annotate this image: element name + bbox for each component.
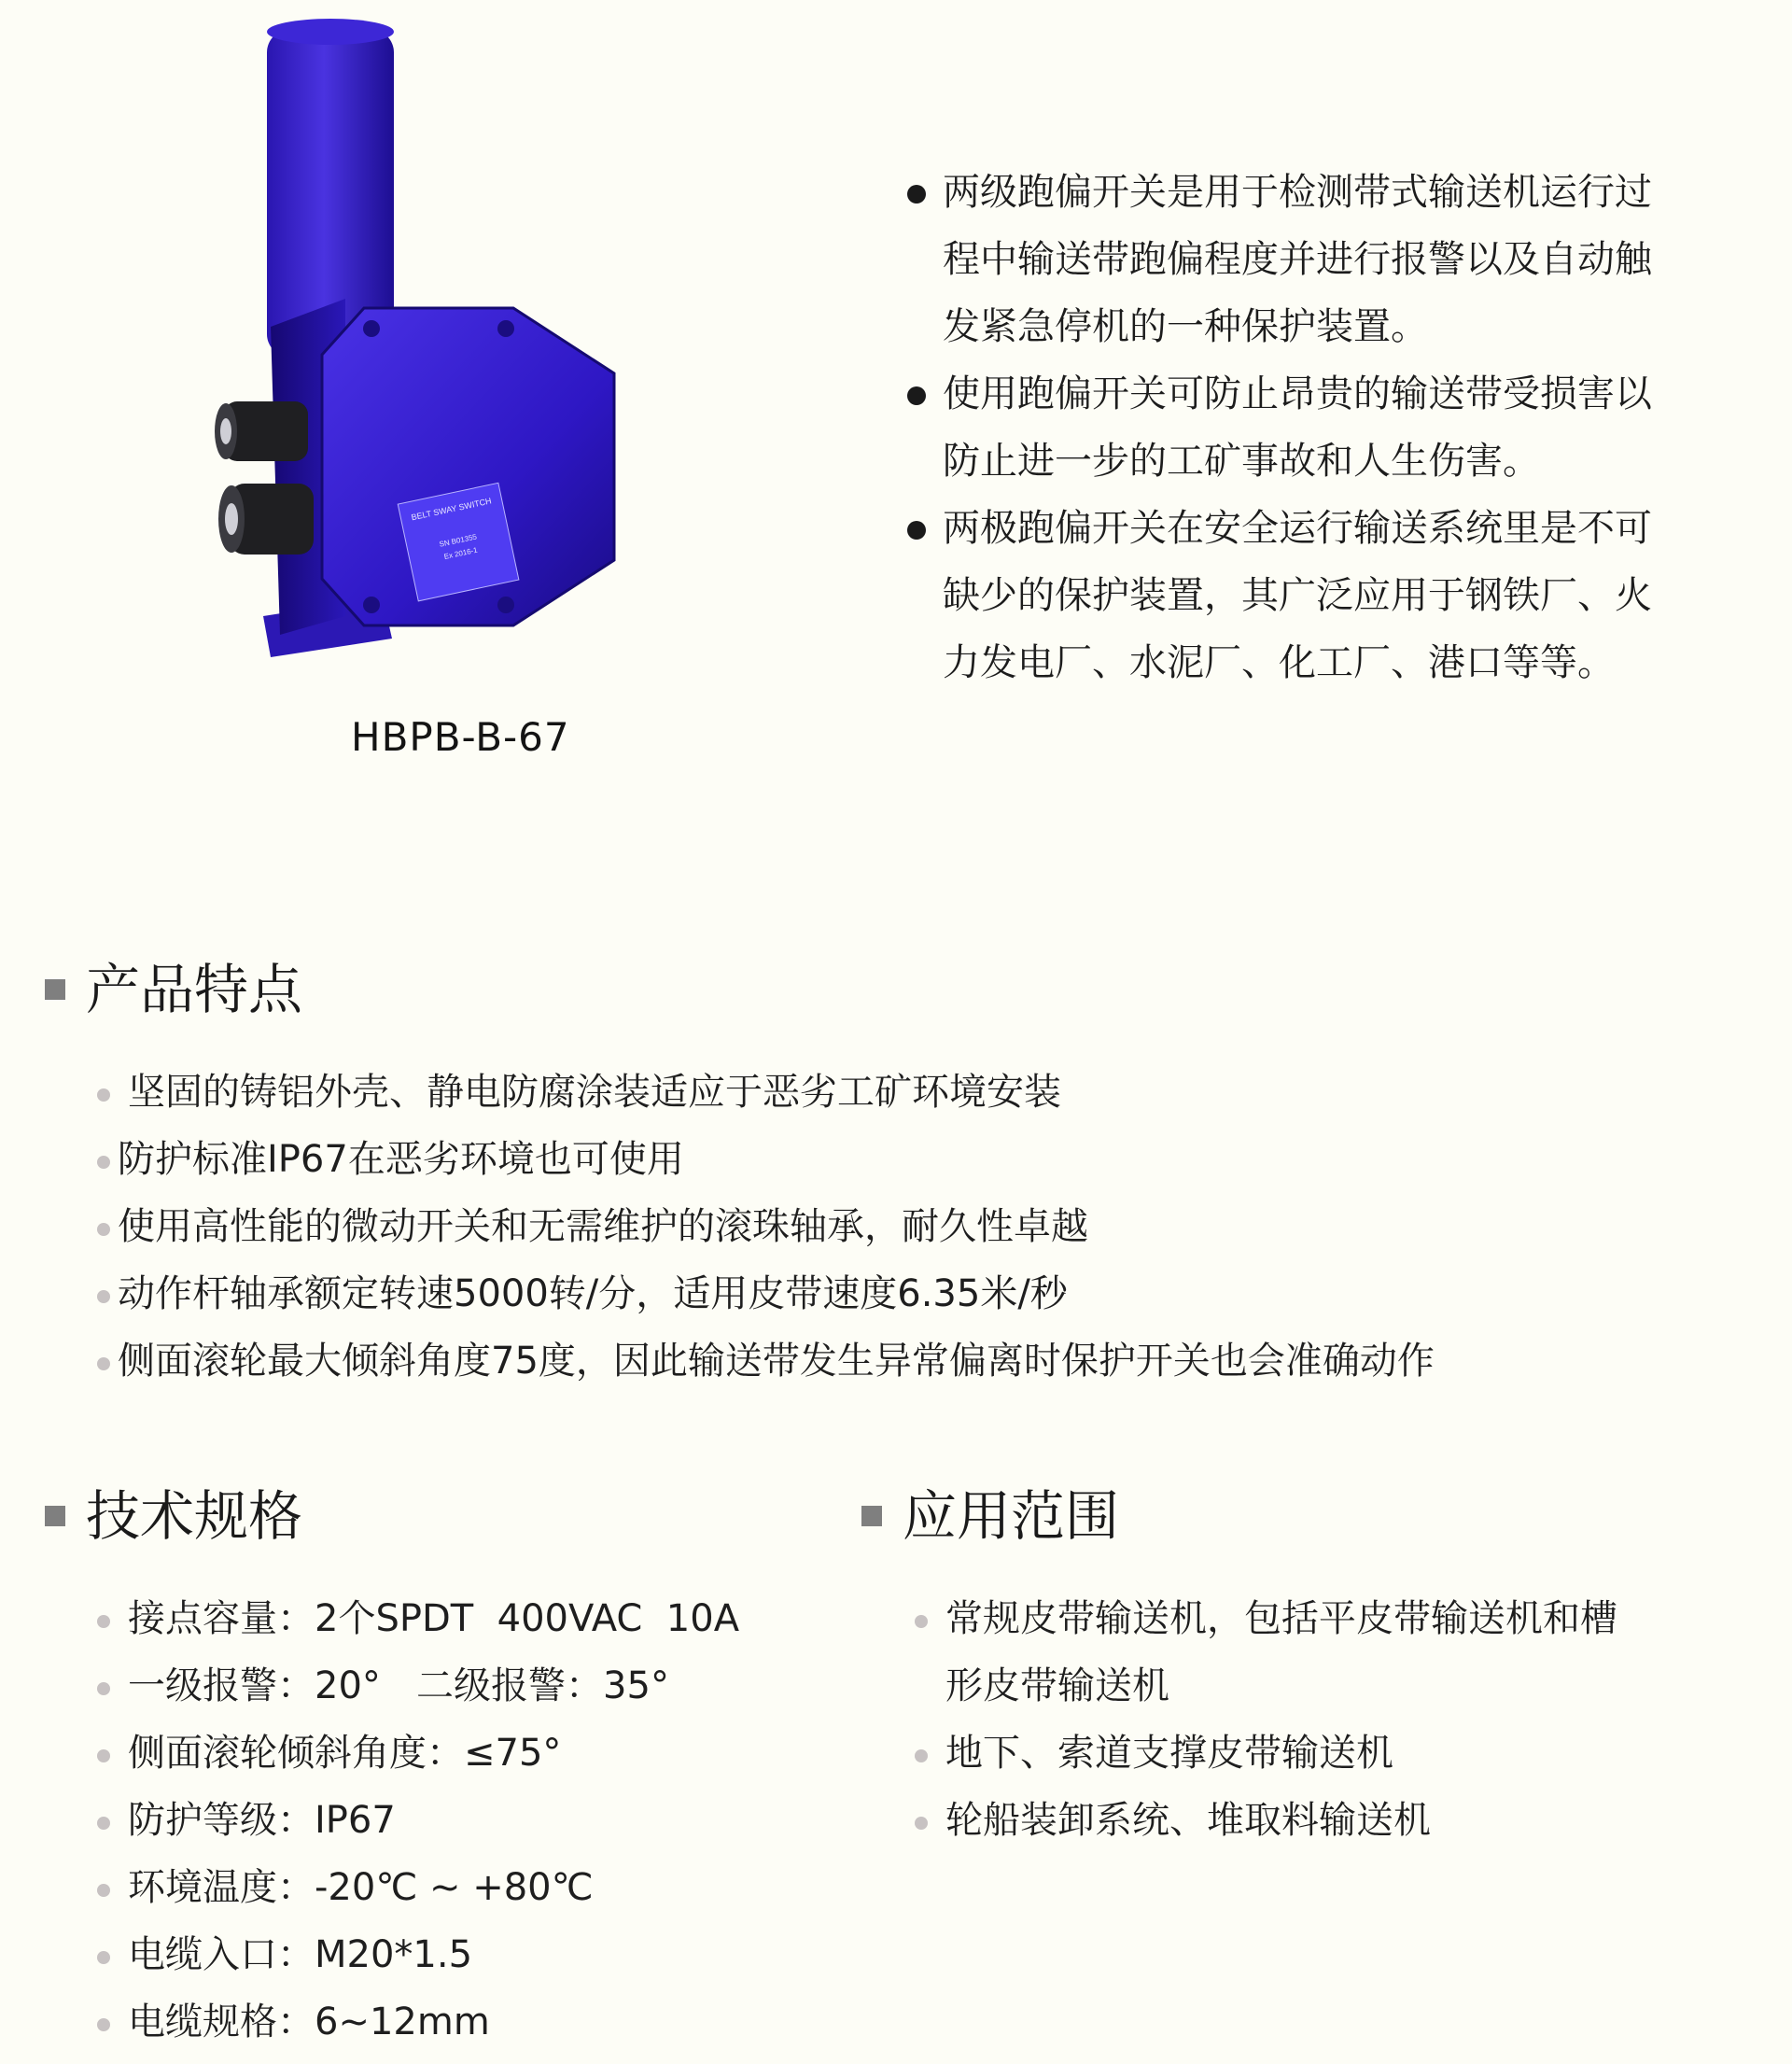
description-line: 缺少的保护装置，其广泛应用于钢铁厂、火 — [943, 574, 1652, 617]
applications-title-text: 应用范围 — [903, 1484, 1120, 1548]
description-line: 两极跑偏开关在安全运行输送系统里是不可 — [943, 507, 1652, 550]
nameplate-line2: SN B01355 — [438, 532, 478, 549]
application-line: 地下、索道支撑皮带输送机 — [945, 1732, 1393, 1775]
features-title-text: 产品特点 — [86, 958, 303, 1021]
application-item — [915, 1720, 1661, 1787]
feature-item: 防护标准IP67在恶劣环境也可使用 — [97, 1126, 1497, 1193]
specs-list — [97, 1585, 806, 2056]
spec-item: 一级报警：20° 二级报警：35° — [97, 1652, 806, 1720]
feature-item: 侧面滚轮最大倾斜角度75度，因此输送带发生异常偏离时保护开关也会准确动作 — [97, 1327, 1497, 1395]
features-list — [97, 1059, 1497, 1395]
specs-title-text: 技术规格 — [86, 1484, 303, 1548]
features-section-title — [45, 956, 302, 1023]
description-item — [907, 360, 1673, 495]
application-item — [915, 1787, 1661, 1854]
spec-item: 电缆规格：6~12mm — [97, 1988, 806, 2056]
description-item — [907, 159, 1673, 360]
feature-item: 使用高性能的微动开关和无需维护的滚珠轴承，耐久性卓越 — [97, 1193, 1497, 1260]
application-line: 形皮带输送机 — [945, 1664, 1169, 1707]
description-item — [907, 495, 1673, 696]
description-line: 力发电厂、水泥厂、化工厂、港口等等。 — [943, 641, 1615, 684]
nameplate-line3: Ex 2016-1 — [442, 545, 479, 561]
spec-item: 防护等级：IP67 — [97, 1787, 806, 1854]
description-line: 程中输送带跑偏程度并进行报警以及自动触 — [943, 238, 1652, 281]
application-line: 常规皮带输送机，包括平皮带输送机和槽 — [945, 1597, 1617, 1640]
nameplate-line1: BELT SWAY SWITCH — [410, 496, 493, 523]
spec-item: 电缆入口：M20*1.5 — [97, 1921, 806, 1988]
applications-list — [915, 1585, 1661, 1854]
specs-section-title — [45, 1482, 302, 1550]
belt-sway-switch-illustration — [205, 19, 635, 672]
product-description — [907, 159, 1673, 696]
application-item — [915, 1585, 1661, 1720]
application-line: 轮船装卸系统、堆取料输送机 — [945, 1799, 1431, 1842]
section-square-icon — [861, 1506, 882, 1526]
spec-item: 侧面滚轮倾斜角度：≤75° — [97, 1720, 806, 1787]
section-square-icon — [45, 1506, 65, 1526]
description-line: 两级跑偏开关是用于检测带式输送机运行过 — [943, 171, 1652, 214]
feature-item: 动作杆轴承额定转速5000转/分，适用皮带速度6.35米/秒 — [97, 1260, 1497, 1327]
nameplate — [398, 483, 519, 601]
section-square-icon — [45, 979, 65, 1000]
description-line: 使用跑偏开关可防止昂贵的输送带受损害以 — [943, 372, 1652, 415]
applications-section-title — [861, 1482, 1119, 1550]
description-line: 发紧急停机的一种保护装置。 — [943, 305, 1428, 348]
spec-item: 接点容量：2个SPDT 400VAC 10A — [97, 1585, 806, 1652]
feature-item: 坚固的铸铝外壳、静电防腐涂装适应于恶劣工矿环境安装 — [97, 1059, 1497, 1126]
description-line: 防止进一步的工矿事故和人生伤害。 — [943, 440, 1540, 483]
spec-item: 环境温度：-20℃ ~ +80℃ — [97, 1854, 806, 1921]
product-model-label: HBPB-B-67 — [351, 714, 570, 760]
